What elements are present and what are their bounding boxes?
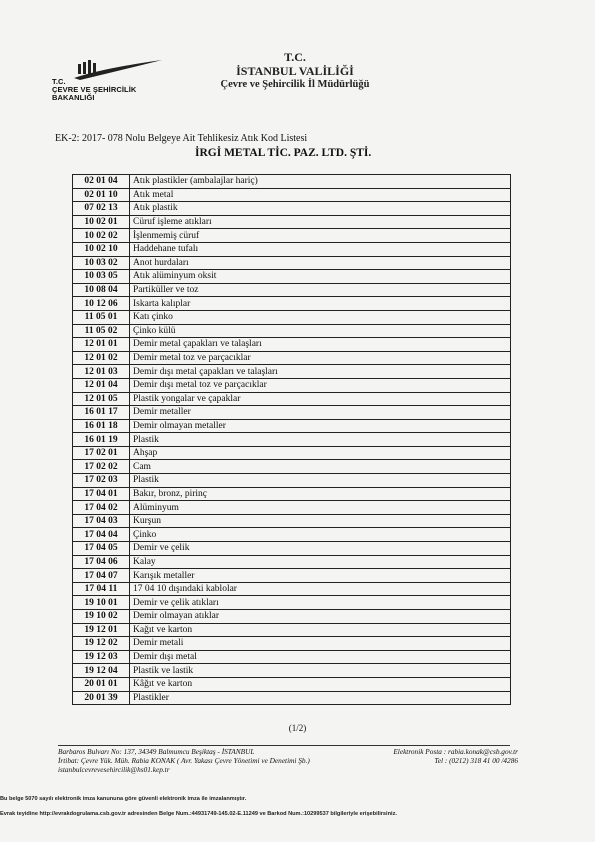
footer-divider (58, 745, 510, 746)
waste-description-cell: Atık plastik (130, 202, 511, 216)
waste-code-cell: 12 01 05 (73, 392, 130, 406)
table-row (73, 215, 511, 229)
footer-address: Barbaros Bulvarı No: 137, 34349 Balmumcu Beşiktaş - İSTANBUL (58, 747, 255, 756)
waste-description-cell: Atık alüminyum oksit (130, 270, 511, 284)
table-row (73, 406, 511, 420)
table-row (73, 650, 511, 664)
letterhead (160, 50, 430, 91)
table-row (73, 324, 511, 338)
letterhead-governorship: İSTANBUL VALİLİĞİ (236, 64, 354, 78)
table-row (73, 433, 511, 447)
waste-code-cell: 17 02 02 (73, 460, 130, 474)
waste-code-cell: 19 10 02 (73, 610, 130, 624)
waste-code-cell: 17 04 03 (73, 514, 130, 528)
table-row (73, 297, 511, 311)
table-row (73, 542, 511, 556)
waste-description-cell: Kurşun (130, 514, 511, 528)
table-row (73, 351, 511, 365)
waste-description-cell: Demir dışı metal (130, 650, 511, 664)
table-row (73, 474, 511, 488)
waste-description-cell: İşlenmemiş cüruf (130, 229, 511, 243)
waste-description-cell: Kâğıt ve karton (130, 677, 511, 691)
table-row (73, 175, 511, 189)
waste-code-cell: 12 01 04 (73, 378, 130, 392)
waste-code-cell: 17 04 01 (73, 487, 130, 501)
table-row (73, 270, 511, 284)
waste-code-cell: 20 01 39 (73, 691, 130, 705)
waste-description-cell: Demir olmayan atıklar (130, 610, 511, 624)
waste-description-cell: Demir olmayan metaller (130, 419, 511, 433)
waste-description-cell: Katı çinko (130, 310, 511, 324)
table-row (73, 338, 511, 352)
ministry-line-3: BAKANLIĞI (52, 93, 95, 102)
table-row (73, 446, 511, 460)
waste-description-cell: Partiküller ve toz (130, 283, 511, 297)
waste-code-cell: 20 01 01 (73, 677, 130, 691)
letterhead-tc: T.C. (284, 50, 306, 64)
waste-description-cell: Alüminyum (130, 501, 511, 515)
table-row (73, 528, 511, 542)
waste-description-cell: Cüruf işleme atıkları (130, 215, 511, 229)
table-row (73, 202, 511, 216)
waste-code-cell: 17 04 04 (73, 528, 130, 542)
table-row (73, 514, 511, 528)
waste-code-cell: 10 08 04 (73, 283, 130, 297)
table-row (73, 664, 511, 678)
table-row (73, 242, 511, 256)
table-row (73, 256, 511, 270)
table-row (73, 569, 511, 583)
waste-code-cell: 12 01 03 (73, 365, 130, 379)
waste-description-cell: Karışık metaller (130, 569, 511, 583)
table-row (73, 392, 511, 406)
waste-code-cell: 19 12 03 (73, 650, 130, 664)
table-row (73, 378, 511, 392)
ministry-line-1: T.C. (52, 77, 66, 86)
waste-description-cell: Demir ve çelik atıkları (130, 596, 511, 610)
waste-code-cell: 17 04 07 (73, 569, 130, 583)
waste-description-cell: Plastik ve lastik (130, 664, 511, 678)
table-row (73, 596, 511, 610)
company-name: İRGİ METAL TİC. PAZ. LTD. ŞTİ. (195, 147, 372, 159)
waste-code-cell: 16 01 17 (73, 406, 130, 420)
table-row (73, 188, 511, 202)
waste-description-cell: Demir metal çapakları ve talaşları (130, 338, 511, 352)
waste-code-cell: 11 05 02 (73, 324, 130, 338)
waste-code-cell: 19 12 04 (73, 664, 130, 678)
waste-code-cell: 16 01 19 (73, 433, 130, 447)
waste-code-cell: 12 01 02 (73, 351, 130, 365)
waste-code-cell: 12 01 01 (73, 338, 130, 352)
table-row (73, 677, 511, 691)
waste-code-cell: 02 01 04 (73, 175, 130, 189)
letterhead-directorate: Çevre ve Şehircilik İl Müdürlüğü (220, 79, 370, 90)
table-row (73, 487, 511, 501)
waste-code-table-body (73, 175, 511, 705)
waste-description-cell: Çinko (130, 528, 511, 542)
waste-code-cell: 10 03 05 (73, 270, 130, 284)
table-row (73, 691, 511, 705)
waste-description-cell: Atık metal (130, 188, 511, 202)
waste-code-cell: 19 10 01 (73, 596, 130, 610)
waste-description-cell: Demir ve çelik (130, 542, 511, 556)
waste-code-cell: 07 02 13 (73, 202, 130, 216)
table-row (73, 637, 511, 651)
verification-notice: Evrak teyidine http://evrakdogrulama.csb.gov.tr adresinden Belge Num.:44931749-145.02-E.11249 ve Barkod Num.:10299537 bilgileriyle erişebilirsiniz. (0, 811, 397, 817)
waste-code-cell: 10 02 02 (73, 229, 130, 243)
ministry-line-2: ÇEVRE VE ŞEHİRCİLİK (52, 85, 137, 94)
table-row (73, 582, 511, 596)
waste-description-cell: Iskarta kalıplar (130, 297, 511, 311)
waste-description-cell: Demir dışı metal çapakları ve talaşları (130, 365, 511, 379)
waste-description-cell: 17 04 10 dışındaki kablolar (130, 582, 511, 596)
waste-description-cell: Kağıt ve karton (130, 623, 511, 637)
footer-kep-address: istanbulcevrevesehircilik@hs01.kep.tr (58, 765, 170, 774)
waste-code-cell: 17 04 02 (73, 501, 130, 515)
footer-contact-person: İrtibat: Çevre Yük. Müh. Rabia KONAK ( Avr. Yakası Çevre Yönetimi ve Denetimi Şb.) (58, 756, 310, 765)
footer (58, 747, 518, 774)
waste-description-cell: Plastikler (130, 691, 511, 705)
waste-description-cell: Plastik (130, 433, 511, 447)
waste-description-cell: Cam (130, 460, 511, 474)
waste-code-cell: 17 02 03 (73, 474, 130, 488)
waste-code-cell: 19 12 02 (73, 637, 130, 651)
waste-description-cell: Demir metali (130, 637, 511, 651)
waste-code-cell: 17 04 05 (73, 542, 130, 556)
waste-code-cell: 16 01 18 (73, 419, 130, 433)
table-row (73, 460, 511, 474)
page-number: (1/2) (288, 723, 307, 733)
table-row (73, 365, 511, 379)
waste-code-cell: 11 05 01 (73, 310, 130, 324)
waste-description-cell: Plastik yongalar ve çapaklar (130, 392, 511, 406)
table-row (73, 310, 511, 324)
table-row (73, 501, 511, 515)
waste-code-cell: 17 04 11 (73, 582, 130, 596)
waste-description-cell: Haddehane tufalı (130, 242, 511, 256)
table-row (73, 623, 511, 637)
waste-description-cell: Anot hurdaları (130, 256, 511, 270)
ministry-name (52, 78, 136, 102)
table-row (73, 555, 511, 569)
footer-email: Elektronik Posta : rabia.konak@csb.gov.tr (393, 747, 518, 756)
ministry-emblem-icon (74, 58, 164, 80)
waste-code-cell: 02 01 10 (73, 188, 130, 202)
waste-description-cell: Ahşap (130, 446, 511, 460)
waste-code-cell: 10 03 02 (73, 256, 130, 270)
table-row (73, 283, 511, 297)
waste-code-table (72, 174, 511, 705)
waste-description-cell: Demir metal toz ve parçacıklar (130, 351, 511, 365)
footer-phone: Tel : (0212) 318 41 00 /4286 (434, 756, 518, 765)
waste-description-cell: Demir metaller (130, 406, 511, 420)
table-row (73, 610, 511, 624)
waste-code-cell: 10 02 10 (73, 242, 130, 256)
waste-code-cell: 17 02 01 (73, 446, 130, 460)
waste-description-cell: Demir dışı metal toz ve parçacıklar (130, 378, 511, 392)
waste-description-cell: Atık plastikler (ambalajlar hariç) (130, 175, 511, 189)
waste-description-cell: Çinko külü (130, 324, 511, 338)
waste-description-cell: Bakır, bronz, pirinç (130, 487, 511, 501)
waste-code-cell: 10 12 06 (73, 297, 130, 311)
waste-code-cell: 17 04 06 (73, 555, 130, 569)
waste-description-cell: Kalay (130, 555, 511, 569)
waste-code-cell: 10 02 01 (73, 215, 130, 229)
document-title: EK-2: 2017- 078 Nolu Belgeye Ait Tehlikesiz Atık Kod Listesi (55, 133, 308, 144)
waste-code-cell: 19 12 01 (73, 623, 130, 637)
table-row (73, 419, 511, 433)
esign-notice: Bu belge 5070 sayılı elektronik imza kanununa göre güvenli elektronik imza ile imzalanmıştır. (0, 796, 247, 802)
table-row (73, 229, 511, 243)
waste-description-cell: Plastik (130, 474, 511, 488)
